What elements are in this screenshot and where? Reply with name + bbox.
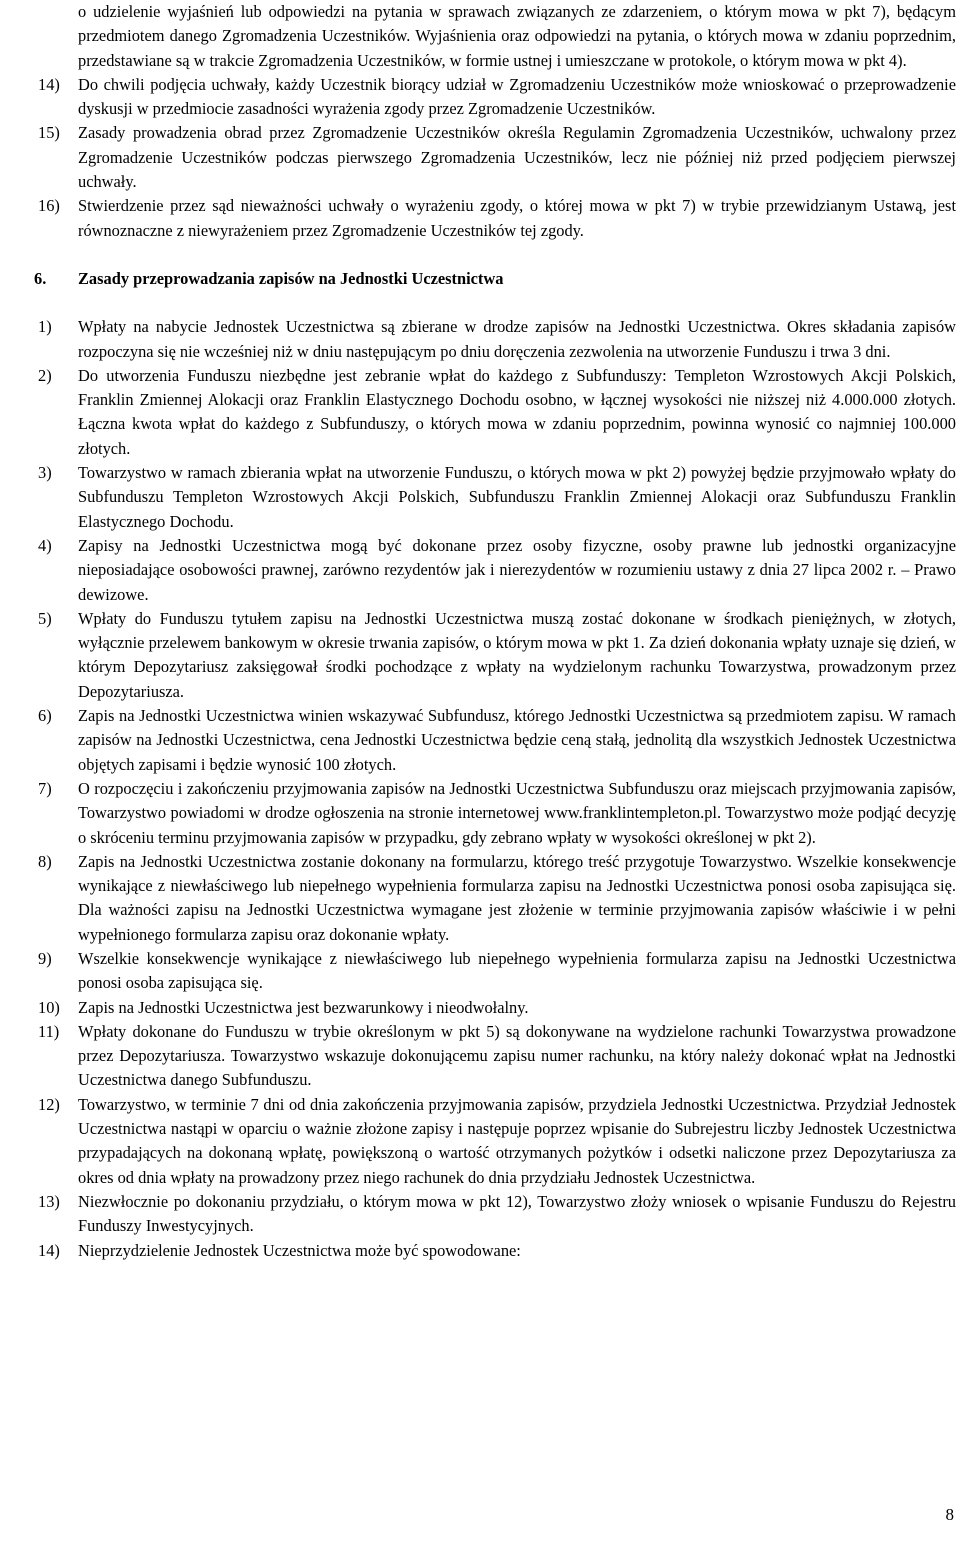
list-item	[38, 194, 956, 243]
list-item	[38, 607, 956, 704]
list-item-number: 8)	[38, 851, 52, 871]
section-items-list	[38, 315, 956, 1263]
list-item-text: Do chwili podjęcia uchwały, każdy Uczestnik biorący udział w Zgromadzeniu Uczestników może wnioskować o przeprowadzenie dyskusji w przedmiocie zasadności wyrażenia zgody przez Zgromadzenie Uczestników.	[78, 74, 956, 119]
list-item	[38, 73, 956, 122]
list-item-number: 3)	[38, 463, 52, 483]
list-item-text: Stwierdzenie przez sąd nieważności uchwały o wyrażeniu zgody, o której mowa w pkt 7) w trybie przewidzianym Ustawą, jest równoznaczne z niewyrażeniem przez Zgromadzenie Uczestników tej zgody.	[78, 196, 956, 240]
list-item	[38, 461, 956, 534]
list-item	[38, 1190, 956, 1239]
list-item-number: 1)	[38, 317, 52, 337]
list-item	[38, 1020, 956, 1093]
list-item-text: Niezwłocznie po dokonaniu przydziału, o którym mowa w pkt 12), Towarzystwo złoży wniosek o wpisanie Funduszu do Rejestru Funduszy Inwestycyjnych.	[78, 1191, 956, 1236]
list-item-text: O rozpoczęciu i zakończeniu przyjmowania zapisów na Jednostki Uczestnictwa Subfunduszu oraz miejscach przyjmowania zapisów, Towarzystwo powiadomi w drodze ogłoszenia na stronie internetowej www.franklintempleton.pl. Towarzystwo może podjąć decyzję o skróceniu terminu przyjmowania zapisów w przypadku, gdy zebrano wpłaty w wysokości określonej w pkt 2).	[78, 778, 956, 847]
list-item	[38, 777, 956, 850]
list-item-number: 16)	[38, 196, 60, 216]
list-item-text: Wpłaty na nabycie Jednostek Uczestnictwa są zbierane w drodze zapisów na Jednostki Uczestnictwa. Okres składania zapisów rozpoczyna się nie wcześniej niż w dniu następującym po dniu doręczenia zezwolenia na utworzenie Funduszu i trwa 3 dni.	[78, 317, 956, 361]
section-heading	[34, 267, 956, 291]
list-item-number: 2)	[38, 365, 52, 385]
previous-items-list	[38, 73, 956, 243]
list-item-text: Zapis na Jednostki Uczestnictwa jest bezwarunkowy i nieodwołalny.	[78, 997, 529, 1017]
list-item-number: 6)	[38, 706, 52, 726]
intro-paragraph: o udzielenie wyjaśnień lub odpowiedzi na pytania w sprawach związanych ze zdarzeniem, o którym mowa w pkt 7), będącym przedmiotem danego Zgromadzenia Uczestników. Wyjaśnienia oraz odpowiedzi na pytania, o których mowa w zdaniu poprzednim, przedstawiane są w trakcie Zgromadzenia Uczestników, w formie ustnej i umieszczane w protokole, o którym mowa w pkt 4).	[78, 2, 956, 70]
list-item-text: Zapis na Jednostki Uczestnictwa winien wskazywać Subfundusz, którego Jednostki Uczestnictwa są przedmiotem zapisu. W ramach zapisów na Jednostki Uczestnictwa, cena Jednostki Uczestnictwa będzie ceną stałą, jednolitą dla wszystkich Jednostek Uczestnictwa objętych zapisami i będzie wynosić 100 złotych.	[78, 706, 956, 774]
list-item-text: Towarzystwo w ramach zbierania wpłat na utworzenie Funduszu, o których mowa w pkt 2) powyżej będzie przyjmowało wpłaty do Subfunduszu Templeton Wzrostowych Akcji Polskich, Subfunduszu Franklin Zmiennej Alokacji oraz Subfunduszu Franklin Elastycznego Dochodu.	[78, 463, 956, 531]
list-item-text: Wszelkie konsekwencje wynikające z niewłaściwego lub niepełnego wypełnienia formularza zapisu na Jednostki Uczestnictwa ponosi osoba zapisująca się.	[78, 948, 956, 993]
list-item-number: 9)	[38, 948, 52, 968]
list-item	[38, 704, 956, 777]
list-item	[38, 947, 956, 996]
list-item-text: Nieprzydzielenie Jednostek Uczestnictwa może być spowodowane:	[78, 1240, 521, 1260]
list-item	[38, 1239, 956, 1263]
list-item-number: 14)	[38, 74, 60, 94]
list-item	[38, 1093, 956, 1190]
list-item	[38, 315, 956, 364]
list-item-text: Zasady prowadzenia obrad przez Zgromadzenie Uczestników określa Regulamin Zgromadzenia Uczestników, uchwalony przez Zgromadzenie Uczestników podczas pierwszego Zgromadzenia Uczestników, lecz nie później niż przed podjęciem pierwszej uchwały.	[78, 123, 956, 192]
list-item-number: 7)	[38, 778, 52, 798]
list-item	[38, 364, 956, 461]
list-item-number: 5)	[38, 608, 52, 628]
list-item-number: 10)	[38, 997, 60, 1017]
section-number: 6.	[34, 268, 47, 288]
list-item-number: 13)	[38, 1191, 60, 1211]
list-item-text: Do utworzenia Funduszu niezbędne jest zebranie wpłat do każdego z Subfunduszy: Templeton Wzrostowych Akcji Polskich, Franklin Zmiennej Alokacji oraz Franklin Elastycznego Dochodu osobno, w łącznej wysokości nie niższej niż 4.000.000 złotych. Łączna kwota wpłat do każdego z Subfunduszy, o których mowa w zdaniu poprzednim, powinna wynosić co najmniej 100.000 złotych.	[78, 365, 956, 458]
page-number: 8	[945, 1505, 954, 1524]
list-item	[38, 996, 956, 1020]
list-item	[38, 850, 956, 947]
document-page	[34, 0, 956, 1263]
list-item-text: Wpłaty dokonane do Funduszu w trybie określonym w pkt 5) są dokonywane na wydzielone rachunki Towarzystwa prowadzone przez Depozytariusza. Towarzystwo wskazuje dokonującemu zapisu numer rachunku, na który należy dokonać wpłat na Jednostki Uczestnictwa danego Subfunduszu.	[78, 1021, 956, 1090]
list-item	[38, 121, 956, 194]
list-item-number: 4)	[38, 535, 52, 555]
list-item-number: 12)	[38, 1094, 60, 1114]
list-item-text: Zapisy na Jednostki Uczestnictwa mogą być dokonane przez osoby fizyczne, osoby prawne lub jednostki organizacyjne nieposiadające osobowości prawnej, zarówno rezydentów jak i nierezydentów w rozumieniu ustawy z dnia 27 lipca 2002 r. – Prawo dewizowe.	[78, 535, 956, 604]
list-item-text: Wpłaty do Funduszu tytułem zapisu na Jednostki Uczestnictwa muszą zostać dokonane w środkach pieniężnych, w złotych, wyłącznie przelewem bankowym w okresie trwania zapisów, o którym mowa w pkt 1. Za dzień dokonania wpłaty uznaje się dzień, w którym Depozytariusz zaksięgował środki pochodzące z wpłaty na wydzielonym rachunku Towarzystwa, prowadzonym przez Depozytariusza.	[78, 608, 956, 701]
list-item-number: 14)	[38, 1240, 60, 1260]
list-item-number: 11)	[38, 1021, 60, 1041]
list-item-text: Zapis na Jednostki Uczestnictwa zostanie dokonany na formularzu, którego treść przygotuje Towarzystwo. Wszelkie konsekwencje wynikające z niewłaściwego lub niepełnego wypełnienia formularza zapisu na Jednostki Uczestnictwa ponosi osoba zapisująca się. Dla ważności zapisu na Jednostki Uczestnictwa wymagane jest złożenie w terminie przyjmowania zapisów właściwie i w pełni wypełnionego formularza zapisu oraz dokonanie wpłaty.	[78, 851, 956, 944]
section-title: Zasady przeprowadzania zapisów na Jednostki Uczestnictwa	[78, 268, 504, 288]
list-item	[38, 534, 956, 607]
list-item-number: 15)	[38, 123, 60, 143]
list-item-text: Towarzystwo, w terminie 7 dni od dnia zakończenia przyjmowania zapisów, przydziela Jednostki Uczestnictwa. Przydział Jednostek Uczestnictwa nastąpi w oparciu o ważnie złożone zapisy i następuje poprzez wpisanie do Subrejestru liczby Jednostek Uczestnictwa przypadających na dokonaną wpłatę, powiększoną o wartość otrzymanych pożytków i odsetki naliczone przez Depozytariusza za okres od dnia wpłaty na prowadzony przez niego rachunek do dnia przydziału Jednostek Uczestnictwa.	[78, 1094, 956, 1187]
